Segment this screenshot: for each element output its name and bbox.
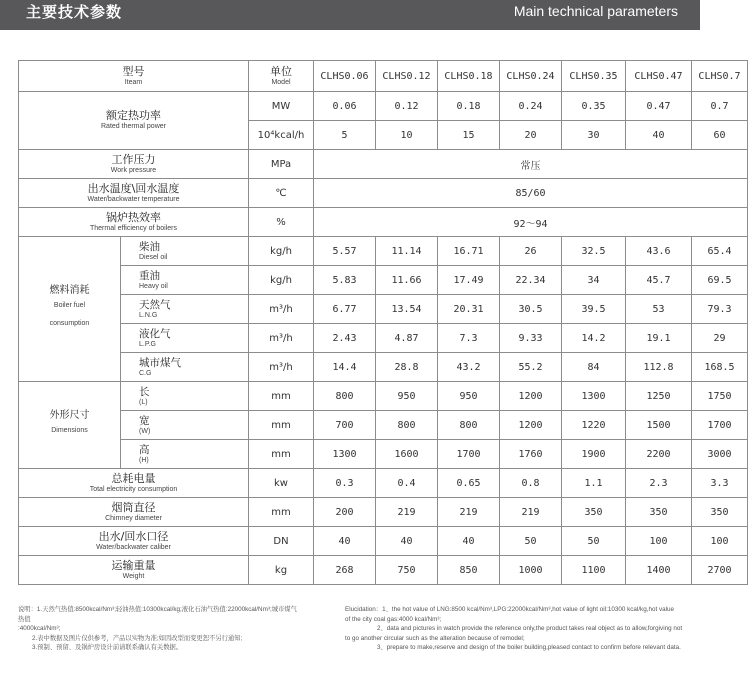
- value-cell: 350: [626, 498, 692, 527]
- sub-label: [121, 324, 249, 353]
- table-row: [19, 411, 748, 440]
- value-cell: 0.06: [314, 92, 376, 121]
- value-cell: 4.87: [376, 324, 438, 353]
- value-cell: 219: [500, 498, 562, 527]
- table-row: [19, 61, 748, 92]
- value-cell: 16.71: [438, 237, 500, 266]
- value-cell: 1.1: [562, 469, 626, 498]
- table-row: [19, 382, 748, 411]
- value-cell: 39.5: [562, 295, 626, 324]
- value-cell: 2.3: [626, 469, 692, 498]
- label-cn: 长: [139, 385, 150, 398]
- label-cn: 城市煤气: [139, 356, 181, 369]
- row-label: [19, 208, 249, 237]
- table-row: [19, 527, 748, 556]
- label-en: Model: [271, 78, 291, 86]
- value-cell: 219: [438, 498, 500, 527]
- label-en: C.G: [139, 369, 152, 377]
- label-cn: 单位: [270, 64, 292, 78]
- value-cell: 850: [438, 556, 500, 585]
- value-cell: 50: [500, 527, 562, 556]
- label-cn: 出水温度\回水温度: [87, 181, 180, 195]
- sub-label: [121, 411, 249, 440]
- value-cell: 1300: [314, 440, 376, 469]
- model-header: CLHS0.35: [562, 61, 626, 92]
- value-cell: 2.43: [314, 324, 376, 353]
- table-row: [19, 440, 748, 469]
- unit-cell: m³/h: [249, 324, 314, 353]
- label-en: Heavy oil: [139, 282, 168, 290]
- label-en: (W): [139, 427, 151, 435]
- model-header: CLHS0.47: [626, 61, 692, 92]
- value-cell: 0.3: [314, 469, 376, 498]
- value-cell: 168.5: [692, 353, 748, 382]
- sub-label: [121, 382, 249, 411]
- value-cell: 350: [562, 498, 626, 527]
- value-cell: 800: [314, 382, 376, 411]
- title-en: Main technical parameters: [513, 3, 678, 19]
- value-cell: 1200: [500, 411, 562, 440]
- value-cell: 1700: [438, 440, 500, 469]
- value-cell: 29: [692, 324, 748, 353]
- value-cell: 92～94: [314, 208, 748, 237]
- value-cell: 40: [626, 121, 692, 150]
- row-label: [19, 469, 249, 498]
- label-en: (L): [139, 398, 148, 406]
- note-line: of the city coal gas:4000 kcal/Nm³;: [345, 615, 442, 623]
- value-cell: 1600: [376, 440, 438, 469]
- label-en: Work pressure: [110, 166, 157, 174]
- note-line: 2、data and pictures in watch provide the reference only,the product takes real object as to allow,forgiving not: [377, 625, 683, 632]
- value-cell: 69.5: [692, 266, 748, 295]
- value-cell: 950: [438, 382, 500, 411]
- value-cell: 0.35: [562, 92, 626, 121]
- unit-cell: DN: [249, 527, 314, 556]
- value-cell: 7.3: [438, 324, 500, 353]
- row-label: [19, 179, 249, 208]
- value-cell: 85/60: [314, 179, 748, 208]
- model-header: CLHS0.7: [692, 61, 748, 92]
- value-cell: 30: [562, 121, 626, 150]
- note-line: to go another circular such as the alteration because of remodel;: [345, 634, 525, 642]
- label-en: consumption: [49, 320, 90, 327]
- label-en: Thermal efficiency of boilers: [89, 224, 178, 232]
- value-cell: 65.4: [692, 237, 748, 266]
- unit-cell: 10⁴kcal/h: [249, 121, 314, 150]
- value-cell: 26: [500, 237, 562, 266]
- value-cell: 40: [314, 527, 376, 556]
- value-cell: 17.49: [438, 266, 500, 295]
- value-cell: 9.33: [500, 324, 562, 353]
- value-cell: 0.47: [626, 92, 692, 121]
- row-label: [19, 92, 249, 150]
- value-cell: 60: [692, 121, 748, 150]
- unit-cell: kg/h: [249, 237, 314, 266]
- unit-cell: m³/h: [249, 353, 314, 382]
- row-label: [19, 150, 249, 179]
- label-cn: 柴油: [139, 240, 160, 253]
- value-cell: 1400: [626, 556, 692, 585]
- value-cell: 800: [376, 411, 438, 440]
- model-header: CLHS0.18: [438, 61, 500, 92]
- value-cell: 13.54: [376, 295, 438, 324]
- label-en: Water/backwater temperature: [87, 195, 180, 203]
- unit-cell: %: [249, 208, 314, 237]
- value-cell: 1750: [692, 382, 748, 411]
- table-row: [19, 237, 748, 266]
- sub-label: [121, 237, 249, 266]
- unit-cell: ℃: [249, 179, 314, 208]
- value-cell: 1100: [562, 556, 626, 585]
- label-cn: 高: [139, 443, 150, 456]
- value-cell: 32.5: [562, 237, 626, 266]
- label-en: L.P.G: [139, 340, 156, 348]
- value-cell: 15: [438, 121, 500, 150]
- value-cell: 5.57: [314, 237, 376, 266]
- table-row: [19, 295, 748, 324]
- label-en: Chimney diameter: [105, 514, 162, 522]
- value-cell: 219: [376, 498, 438, 527]
- note-line: 2.表中数据及图片仅供参考，产品以实物为准;如因改型而变更恕不另行通知;: [32, 634, 243, 642]
- value-cell: 20.31: [438, 295, 500, 324]
- value-cell: 84: [562, 353, 626, 382]
- value-cell: 0.24: [500, 92, 562, 121]
- label-en: (H): [139, 456, 149, 464]
- section-header: [0, 0, 700, 30]
- value-cell: 11.66: [376, 266, 438, 295]
- note-line: Elucidation：1、the hot value of LNG:8500 kcal/Nm³,LPG:22000kcal/Nm³,hot value of light oil:10300 kcal/kg,hot value: [345, 606, 675, 613]
- table-row: [19, 469, 748, 498]
- value-cell: 3.3: [692, 469, 748, 498]
- note-line: 3.预制、预留、及锅炉房设计前请联系确认有关数据。: [32, 644, 183, 651]
- unit-cell: mm: [249, 498, 314, 527]
- value-cell: 53: [626, 295, 692, 324]
- table-row: [19, 266, 748, 295]
- table-row: [19, 150, 748, 179]
- value-cell: 1900: [562, 440, 626, 469]
- label-en: Iteam: [124, 78, 143, 86]
- value-cell: 200: [314, 498, 376, 527]
- value-cell: 43.2: [438, 353, 500, 382]
- value-cell: 100: [692, 527, 748, 556]
- parameters-table: [18, 60, 748, 585]
- sub-label: [121, 440, 249, 469]
- unit-cell: MW: [249, 92, 314, 121]
- label-en: L.N.G: [139, 311, 158, 319]
- label-cn: 总耗电量: [111, 471, 156, 485]
- value-cell: 14.2: [562, 324, 626, 353]
- value-cell: 5: [314, 121, 376, 150]
- label-en: Water/backwater caliber: [96, 543, 171, 551]
- label-cn: 燃料消耗: [49, 285, 90, 296]
- row-label: [19, 556, 249, 585]
- value-cell: 1500: [626, 411, 692, 440]
- value-cell: 800: [438, 411, 500, 440]
- table-row: [19, 498, 748, 527]
- value-cell: 100: [626, 527, 692, 556]
- value-cell: 40: [438, 527, 500, 556]
- label-cn: 宽: [139, 414, 150, 427]
- label-cn: 外形尺寸: [49, 410, 90, 421]
- value-cell: 0.4: [376, 469, 438, 498]
- model-header: CLHS0.12: [376, 61, 438, 92]
- value-cell: 79.3: [692, 295, 748, 324]
- label-en: Dimensions: [51, 427, 88, 434]
- value-cell: 0.7: [692, 92, 748, 121]
- model-header: CLHS0.24: [500, 61, 562, 92]
- header-unit: [249, 61, 314, 92]
- title-cn: 主要技术参数: [26, 3, 123, 21]
- value-cell: 268: [314, 556, 376, 585]
- value-cell: 28.8: [376, 353, 438, 382]
- sub-label: [121, 295, 249, 324]
- label-cn: 天然气: [139, 298, 171, 311]
- label-cn: 锅炉热效率: [106, 210, 161, 224]
- unit-cell: kg: [249, 556, 314, 585]
- value-cell: 11.14: [376, 237, 438, 266]
- value-cell: 1760: [500, 440, 562, 469]
- value-cell: 750: [376, 556, 438, 585]
- label-cn: 出水/回水口径: [98, 529, 169, 543]
- row-label: [19, 527, 249, 556]
- value-cell: 19.1: [626, 324, 692, 353]
- label-cn: 烟筒直径: [111, 500, 156, 514]
- value-cell: 700: [314, 411, 376, 440]
- header-item: [19, 61, 249, 92]
- group-label: [19, 237, 121, 382]
- value-cell: 0.8: [500, 469, 562, 498]
- label-cn: 额定热功率: [106, 109, 161, 122]
- label-cn: 型号: [122, 64, 145, 78]
- table-row: [19, 353, 748, 382]
- unit-cell: kg/h: [249, 266, 314, 295]
- label-cn: 运输重量: [111, 558, 156, 572]
- table-row: [19, 179, 748, 208]
- value-cell: 350: [692, 498, 748, 527]
- row-label: [19, 498, 249, 527]
- table-row: [19, 92, 748, 121]
- value-cell: 2200: [626, 440, 692, 469]
- value-cell: 5.83: [314, 266, 376, 295]
- sub-label: [121, 266, 249, 295]
- value-cell: 40: [376, 527, 438, 556]
- unit-cell: mm: [249, 411, 314, 440]
- label-cn: 液化气: [139, 327, 171, 340]
- label-cn: 重油: [139, 269, 160, 282]
- unit-cell: mm: [249, 382, 314, 411]
- notes-cn: [18, 605, 303, 653]
- model-header: CLHS0.06: [314, 61, 376, 92]
- value-cell: 2700: [692, 556, 748, 585]
- value-cell: 1220: [562, 411, 626, 440]
- group-label: [19, 382, 121, 469]
- value-cell: 30.5: [500, 295, 562, 324]
- label-cn: 工作压力: [111, 152, 156, 166]
- value-cell: 6.77: [314, 295, 376, 324]
- value-cell: 0.18: [438, 92, 500, 121]
- value-cell: 1700: [692, 411, 748, 440]
- value-cell: 14.4: [314, 353, 376, 382]
- sub-label: [121, 353, 249, 382]
- note-line: 说明：1.天然气热值:8500kcal/Nm³;轻油热值:10300kcal/kg;液化石油气热值:22000kcal/Nm³;城市煤气热值: [18, 606, 297, 623]
- value-cell: 1300: [562, 382, 626, 411]
- unit-cell: m³/h: [249, 295, 314, 324]
- value-cell: 22.34: [500, 266, 562, 295]
- value-cell: 1250: [626, 382, 692, 411]
- note-line: :4000kcal/Nm³;: [18, 625, 61, 632]
- value-cell: 950: [376, 382, 438, 411]
- label-en: Total electricity consumption: [89, 485, 178, 493]
- label-en: Boiler fuel: [53, 302, 86, 309]
- unit-cell: mm: [249, 440, 314, 469]
- unit-cell: MPa: [249, 150, 314, 179]
- value-cell: 20: [500, 121, 562, 150]
- label-en: Weight: [122, 572, 145, 580]
- value-cell: 10: [376, 121, 438, 150]
- value-cell: 1000: [500, 556, 562, 585]
- unit-cell: kw: [249, 469, 314, 498]
- value-cell: 45.7: [626, 266, 692, 295]
- label-en: Rated thermal power: [101, 123, 166, 130]
- table-row: [19, 556, 748, 585]
- value-cell: 50: [562, 527, 626, 556]
- value-cell: 1200: [500, 382, 562, 411]
- value-cell: 3000: [692, 440, 748, 469]
- value-cell: 55.2: [500, 353, 562, 382]
- value-cell: 112.8: [626, 353, 692, 382]
- note-line: 3、prepare to make,reserve and design of the boiler building,pleased contact to confirm before relevant data.: [377, 644, 681, 651]
- table-row: [19, 324, 748, 353]
- value-cell: 43.6: [626, 237, 692, 266]
- value-cell: 0.12: [376, 92, 438, 121]
- table-row: [19, 208, 748, 237]
- value-cell: 0.65: [438, 469, 500, 498]
- label-en: Diesel oil: [139, 253, 168, 261]
- notes-en: [345, 605, 685, 653]
- value-cell: 常压: [314, 150, 748, 179]
- value-cell: 34: [562, 266, 626, 295]
